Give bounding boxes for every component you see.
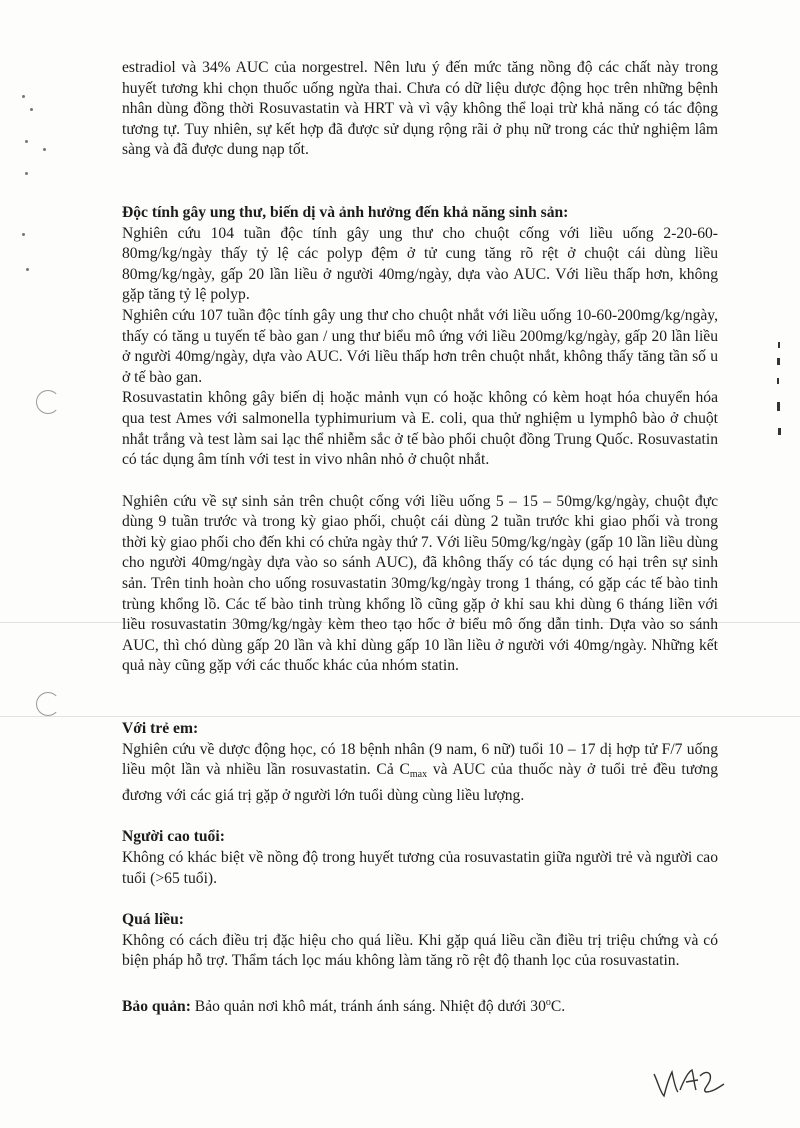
fertility-paragraph: Nghiên cứu về sự sinh sản trên chuột cống với liều uống 5 – 15 – 50mg/kg/ngày, chuột đực dùng 9 tuần trước và trong kỳ giao phối, chuột cái dùng 2 tuần trước khi giao phối và trong thời kỳ giao phối cho đến khi có chửa ngày thứ 7. Với liều 50mg/kg/ngày (gấp 10 lần liều dùng cho người 40mg/ngày dựa vào so sánh AUC), đã không thấy có tác dụng có hại trên sự sinh sản. Trên tinh hoàn cho uống rosuvastatin 30mg/kg/ngày trong 1 tháng, có gặp các tế bào tinh trùng khổng lồ. Các tế bào tinh trùng khổng lồ cũng gặp ở khỉ sau khi dùng 6 tháng liền với liều rosuvastatin 30mg/kg/ngày kèm theo tạo hốc ở biểu mô ống dẫn tinh. Dựa vào so sánh AUC, thì chó dùng gấp 20 lần và khỉ dùng gấp 10 lần liều ở người với 40mg/ngày. Những kết quả này cũng gặp với các thuốc khác của nhóm statin. [122,492,718,675]
storage-paragraph [122,993,718,1018]
storage-text: Bảo quản nơi khô mát, tránh ánh sáng. Nhiệt độ dưới 30 [190,997,546,1015]
overdose-heading: Quá liều: [122,911,184,929]
signature-mark [650,1062,730,1102]
scan-speck [25,172,28,175]
children-heading: Với trẻ em: [122,720,199,738]
scan-speck [22,233,25,236]
punch-hole [36,390,60,414]
carcinogenicity-heading: Độc tính gây ung thư, biến dị và ảnh hưởng đến khả năng sinh sản: [122,203,569,221]
scan-speck [43,148,46,151]
mutagenicity-paragraph: Rosuvastatin không gây biến dị hoặc mảnh vụn có hoặc không có kèm hoạt hóa chuyển hóa qua test Ames với salmonella typhimurium và E. coli, qua thử nghiệm u lymphô bào ở chuột nhắt trắng và test làm sai lạc thể nhiễm sắc ở tế bào phổi chuột đồng Trung Quốc. Rosuvastatin có tác dụng âm tính với test in vivo nhân nhỏ ở chuột nhắt. [122,389,718,469]
punch-hole [36,692,60,716]
cmax-subscript: max [409,769,428,781]
scan-speck [25,140,28,143]
elderly-paragraph: Không có khác biệt về nồng độ trong huyết tương của rosuvastatin giữa người trẻ và người cao tuổi (>65 tuổi). [122,849,718,887]
children-text-start: Nghiên cứu về dược động học, có 18 bệnh nhân (9 nam, 6 nữ) tuổi 10 – 17 dị hợp tử F/7 uống liều một lần và nhiều lần rosuvastatin. Cả C [122,740,718,779]
scan-mark [778,428,781,435]
scan-mark [777,358,780,365]
scan-speck [22,95,25,98]
storage-label: Bảo quản: [122,997,191,1015]
overdose-paragraph: Không có cách điều trị đặc hiệu cho quá liều. Khi gặp quá liều cần điều trị triệu chứng và có biện pháp hỗ trợ. Thẩm tách lọc máu không làm tăng rõ rệt độ thanh lọc của rosuvastatin. [122,931,718,970]
elderly-heading: Người cao tuổi: [122,828,225,846]
document-body [122,58,718,1018]
scan-mark [778,342,780,348]
children-text-end: và AUC của thuốc này ở tuổi trẻ đều tương đương với các giá trị gặp ở người lớn tuổi dùng cùng liều lượng. [122,761,718,804]
children-paragraph [122,740,718,807]
scan-mark [777,378,779,384]
intro-paragraph: estradiol và 34% AUC của norgestrel. Nên lưu ý đến mức tăng nồng độ các chất này trong huyết tương khi chọn thuốc uống ngừa thai. Chưa có dữ liệu dược động học trên những bệnh nhân dùng đồng thời Rosuvastatin và HRT và vì vậy không thể loại trừ khả năng có tác động tương tự. Tuy nhiên, sự kết hợp đã được sử dụng rộng rãi ở phụ nữ trong các thử nghiệm lâm sàng và đã được dung nạp tốt. [122,59,718,159]
degree-superscript: o [545,996,551,1008]
scan-speck [26,268,29,271]
storage-unit: C. [550,997,566,1015]
carcinogenicity-mouse-paragraph: Nghiên cứu 107 tuần độc tính gây ung thư cho chuột nhắt với liều uống 10-60-200mg/kg/ngày, thấy có tăng u tuyến tế bào gan / ung thư biểu mô ứng với liều 200mg/kg/ngày, gấp 20 lần liều ở người 40mg/ngày, dựa vào AUC. Với liều thấp hơn trên chuột nhắt, không thấy tăng tần số u ở tế bào gan. [122,306,718,386]
scan-speck [30,108,33,111]
scan-mark [777,402,780,411]
carcinogenicity-rat-paragraph: Nghiên cứu 104 tuần độc tính gây ung thư cho chuột cống với liều uống 2-20-60-80mg/kg/ngày thấy tỷ lệ các polyp đệm ở tử cung tăng rõ rệt ở chuột cái dùng liều 80mg/kg/ngày, gấp 20 lần liều ở người 40mg/ngày, dựa vào AUC. Với liều thấp hơn, không gặp tăng tỷ lệ polyp. [122,224,718,304]
